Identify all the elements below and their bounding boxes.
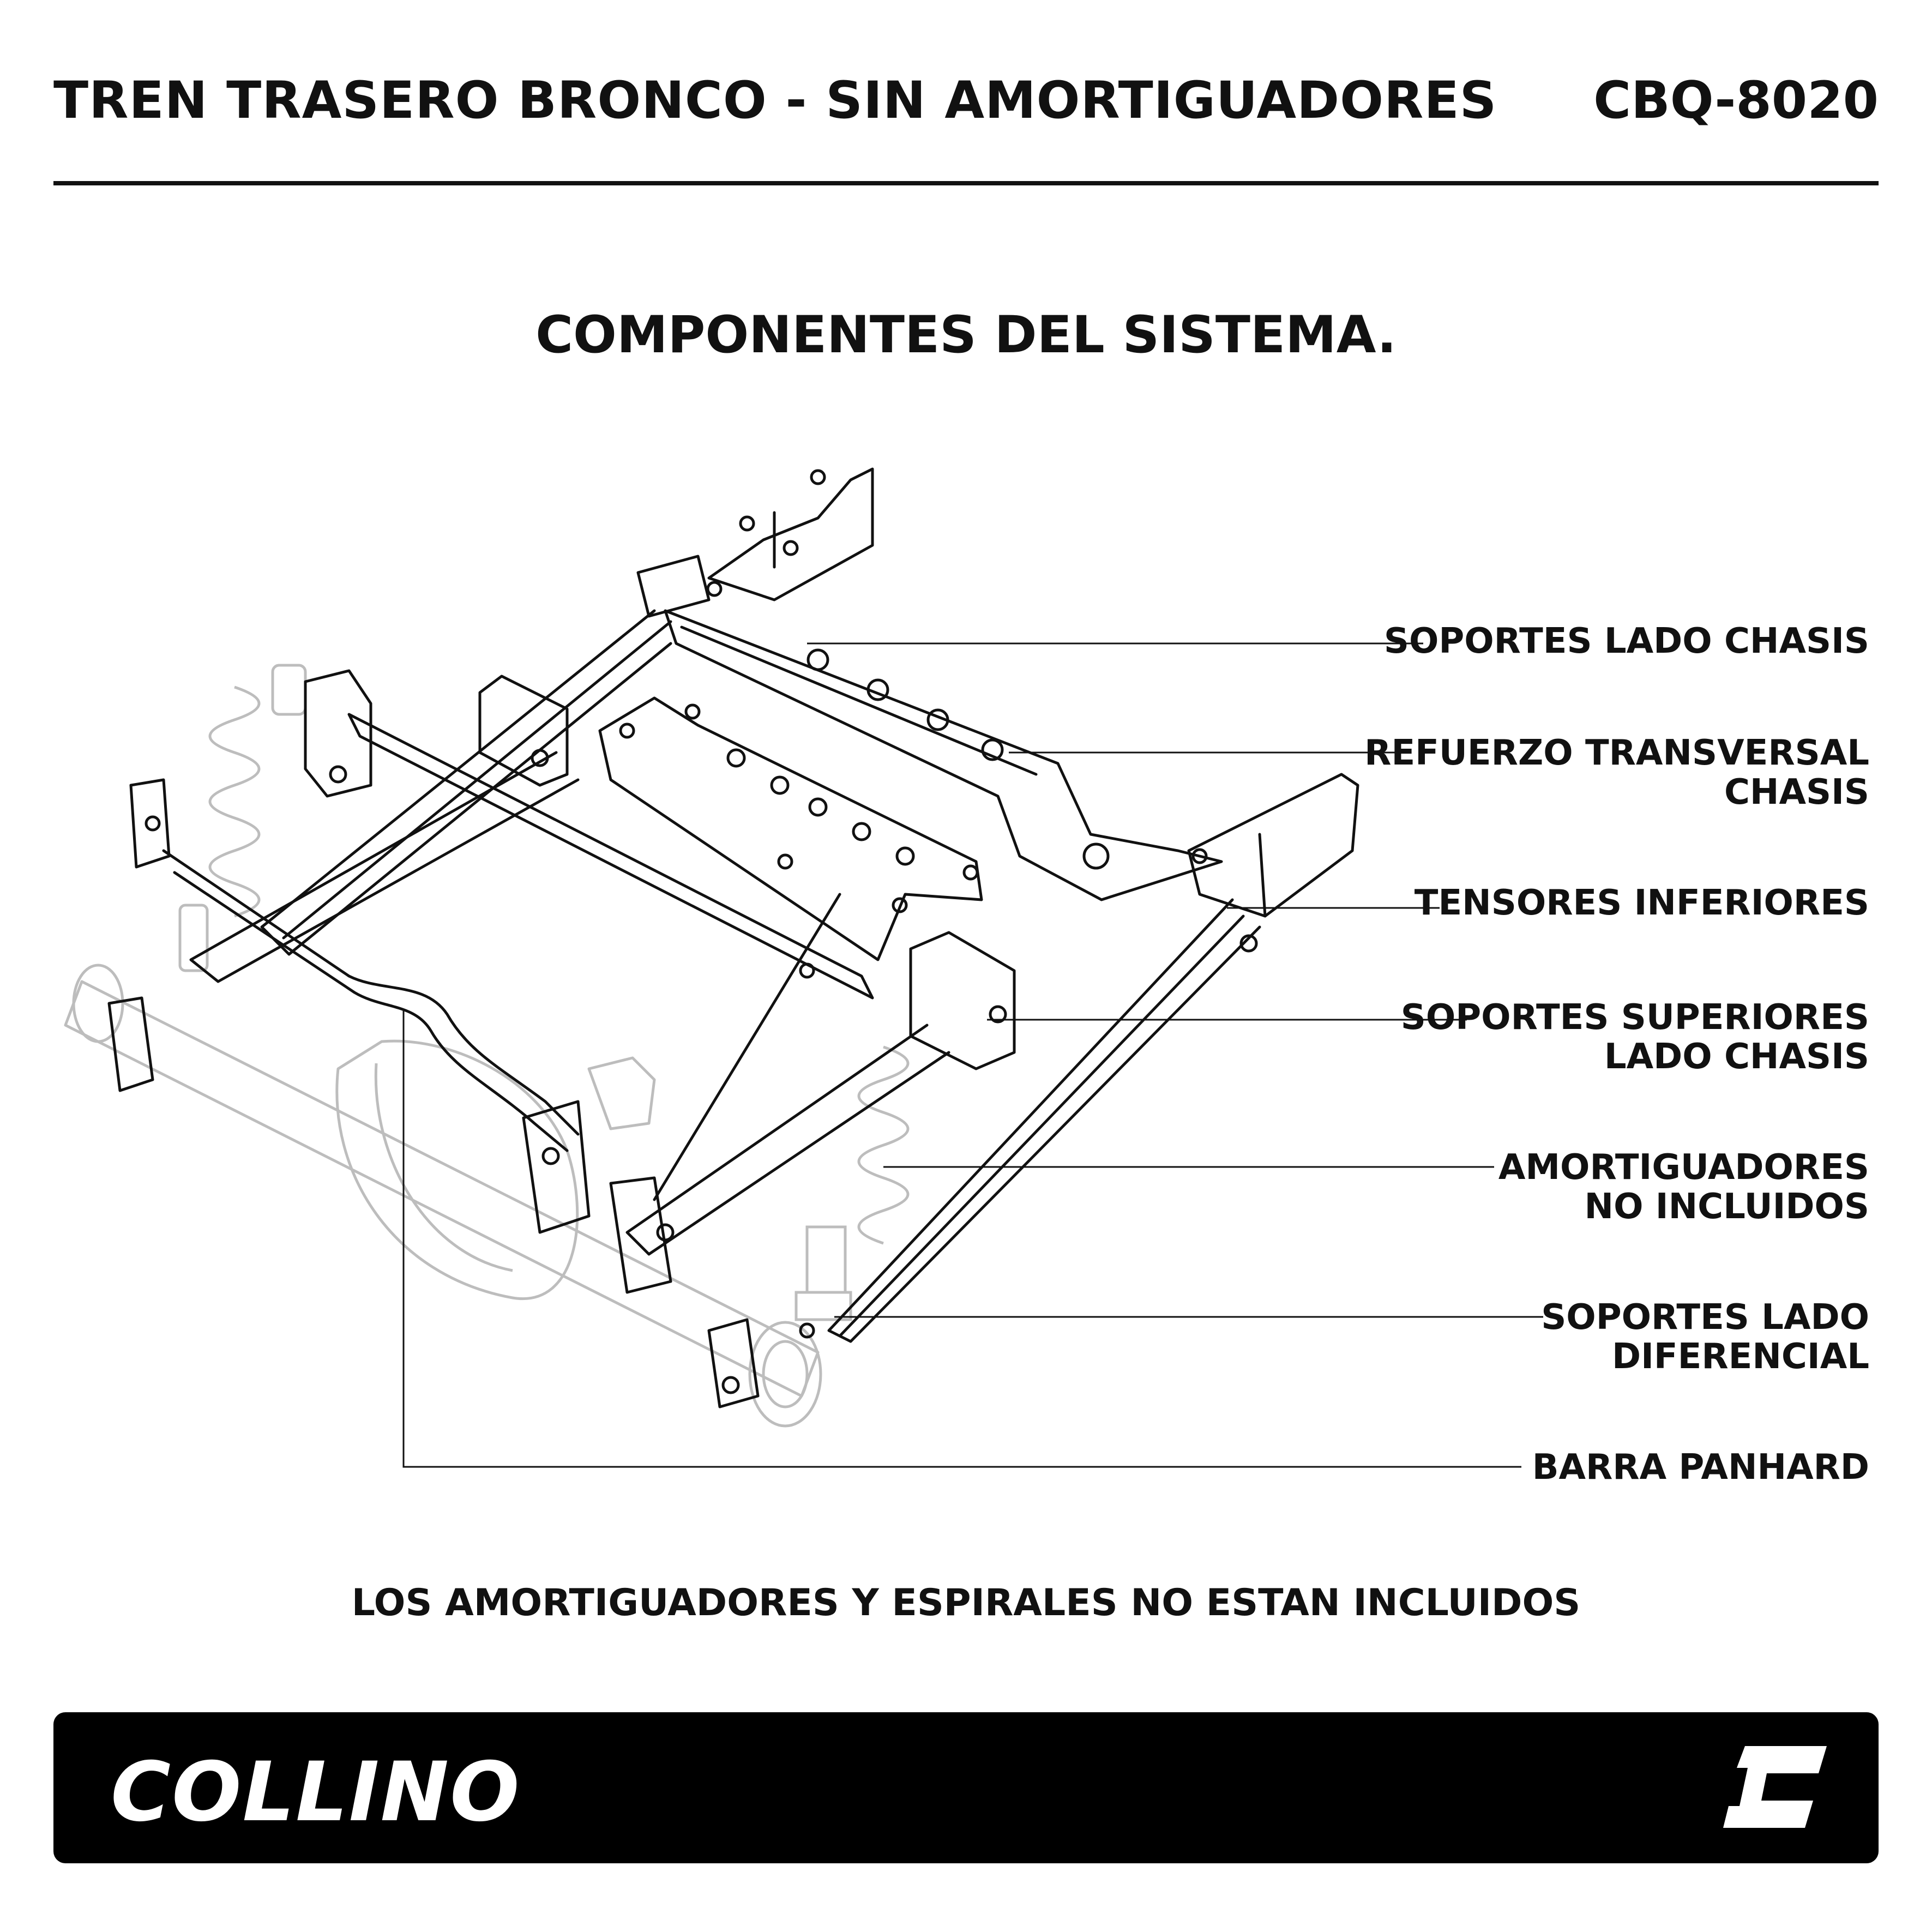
product-code: CBQ-8020 [1593,71,1879,130]
callout-amortiguadores [1498,1148,1869,1226]
callout-line: AMORTIGUADORES [1498,1147,1869,1188]
coil-spring-left-ghost [180,665,305,971]
section-title: COMPONENTES DEL SISTEMA. [535,305,1397,365]
callout-line: SOPORTES LADO CHASIS [1383,621,1869,661]
callout-tensores-inferiores [1415,883,1869,923]
callout-line: CHASIS [1724,772,1869,812]
exclusion-note: LOS AMORTIGUADORES Y ESPIRALES NO ESTAN INCLUIDOS [351,1581,1581,1624]
callout-line: NO INCLUIDOS [1584,1187,1869,1227]
callout-line: LADO CHASIS [1604,1037,1869,1077]
callout-soportes-superiores [1401,998,1869,1076]
callout-line: DIFERENCIAL [1611,1337,1869,1377]
document-title: TREN TRASERO BRONCO - SIN AMORTIGUADORES [53,71,1497,130]
callout-refuerzo-transversal [1364,733,1869,812]
callout-line: SOPORTES LADO [1541,1297,1869,1338]
callout-line: BARRA PANHARD [1532,1447,1869,1488]
callout-barra-panhard [1532,1448,1869,1487]
callout-line: SOPORTES SUPERIORES [1400,997,1869,1038]
callout-line: TENSORES INFERIORES [1414,883,1869,923]
axle-housing-ghost [65,965,821,1426]
brand-logo: COLLINO [111,1745,521,1840]
callout-soportes-lado-diferencial [1541,1298,1869,1376]
frame-and-links [109,469,1358,1407]
callout-line: REFUERZO TRANSVERSAL [1364,733,1869,773]
footer-bar [53,1712,1879,1863]
coil-spring-right-ghost [796,1047,908,1320]
collino-c-logo-icon [1723,1746,1827,1828]
callout-soportes-lado-chasis [1384,622,1869,661]
